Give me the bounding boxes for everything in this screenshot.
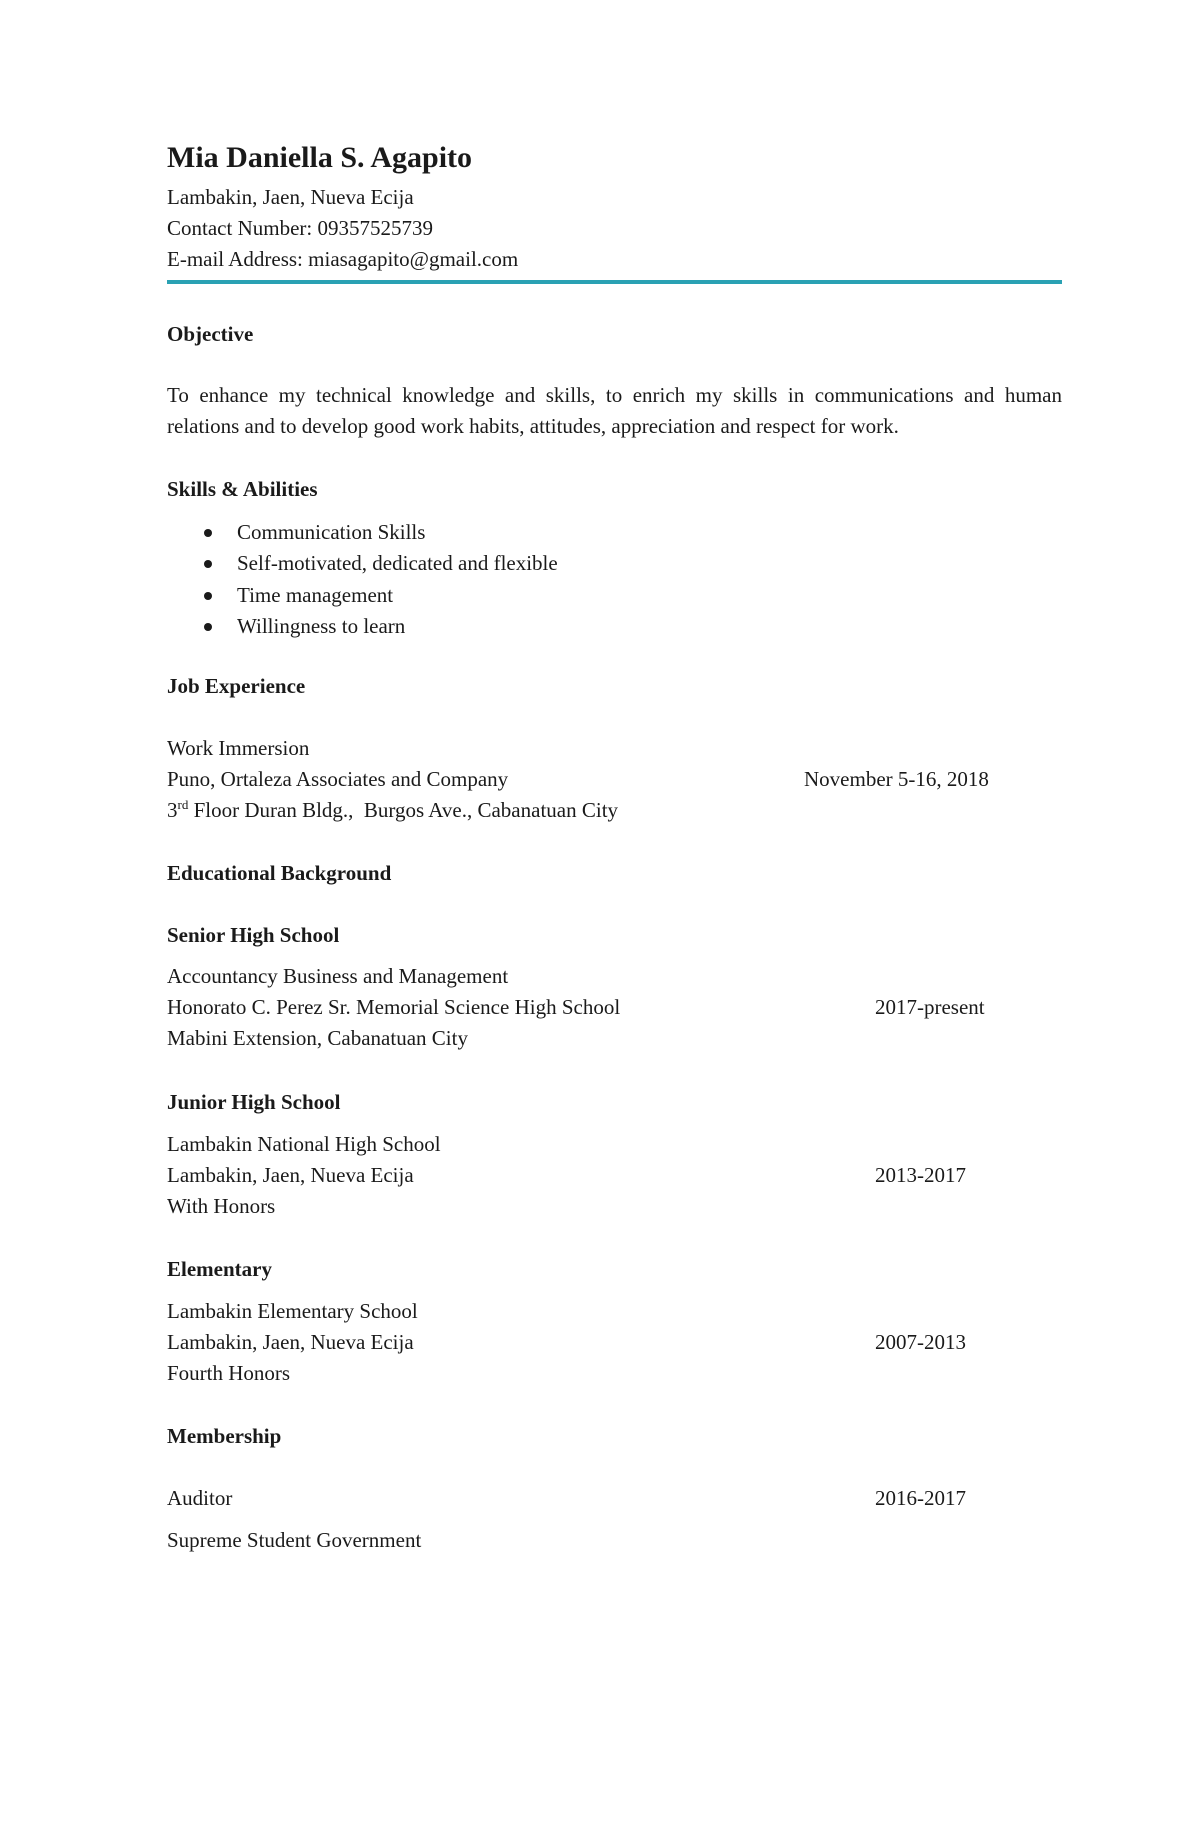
skills-list [167, 517, 558, 643]
job-company: Puno, Ortaleza Associates and Company [167, 767, 509, 791]
elementary-note: Fourth Honors [167, 1361, 291, 1385]
education-heading: Educational Background [167, 861, 392, 885]
job-date: November 5-16, 2018 [804, 767, 989, 791]
elementary-location: Lambakin, Jaen, Nueva Ecija [167, 1330, 414, 1354]
membership-years: 2016-2017 [875, 1486, 966, 1510]
senior-high-strand: Accountancy Business and Management [167, 964, 509, 988]
elementary-heading: Elementary [167, 1257, 272, 1281]
senior-high-heading: Senior High School [167, 923, 340, 947]
objective-text: To enhance my technical knowledge and skills, to enrich my skills in communications and human relations and to develop good work habits, attitudes, appreciation and respect for work. [167, 383, 1062, 438]
junior-high-note: With Honors [167, 1194, 276, 1218]
bullet-icon [204, 529, 212, 537]
junior-high-heading: Junior High School [167, 1090, 341, 1114]
list-item [167, 548, 558, 579]
job-address [167, 797, 618, 823]
senior-high-school: Honorato C. Perez Sr. Memorial Science High School [167, 995, 621, 1019]
objective-heading: Objective [167, 322, 254, 346]
list-item [167, 580, 558, 611]
bullet-icon [204, 592, 212, 600]
senior-high-location: Mabini Extension, Cabanatuan City [167, 1026, 468, 1050]
membership-organization: Supreme Student Government [167, 1528, 422, 1552]
email-line: E-mail Address: miasagapito@gmail.com [167, 247, 519, 271]
junior-high-location: Lambakin, Jaen, Nueva Ecija [167, 1163, 414, 1187]
skill-label: Self-motivated, dedicated and flexible [237, 551, 558, 576]
elementary-school: Lambakin Elementary School [167, 1299, 418, 1323]
senior-high-years: 2017-present [875, 995, 985, 1019]
list-item [167, 517, 558, 548]
skills-heading: Skills & Abilities [167, 477, 318, 501]
job-address-suffix: rd [177, 797, 189, 812]
skill-label: Willingness to learn [237, 614, 406, 639]
header-divider [167, 280, 1062, 284]
job-experience-heading: Job Experience [167, 674, 306, 698]
job-address-rest: Floor Duran Bldg., Burgos Ave., Cabanatuan City [188, 798, 619, 822]
list-item [167, 611, 558, 642]
address-line: Lambakin, Jaen, Nueva Ecija [167, 185, 414, 209]
job-address-ordinal: 3 [167, 798, 178, 822]
resume-name: Mia Daniella S. Agapito [167, 141, 473, 174]
bullet-icon [204, 623, 212, 631]
skill-label: Communication Skills [237, 520, 426, 544]
job-title: Work Immersion [167, 736, 310, 760]
membership-role: Auditor [167, 1486, 233, 1510]
bullet-icon [204, 560, 212, 568]
membership-heading: Membership [167, 1424, 282, 1448]
contact-number-line: Contact Number: 09357525739 [167, 216, 433, 240]
junior-high-school: Lambakin National High School [167, 1132, 441, 1156]
skill-label: Time management [237, 582, 394, 607]
elementary-years: 2007-2013 [875, 1330, 966, 1354]
junior-high-years: 2013-2017 [875, 1163, 966, 1187]
